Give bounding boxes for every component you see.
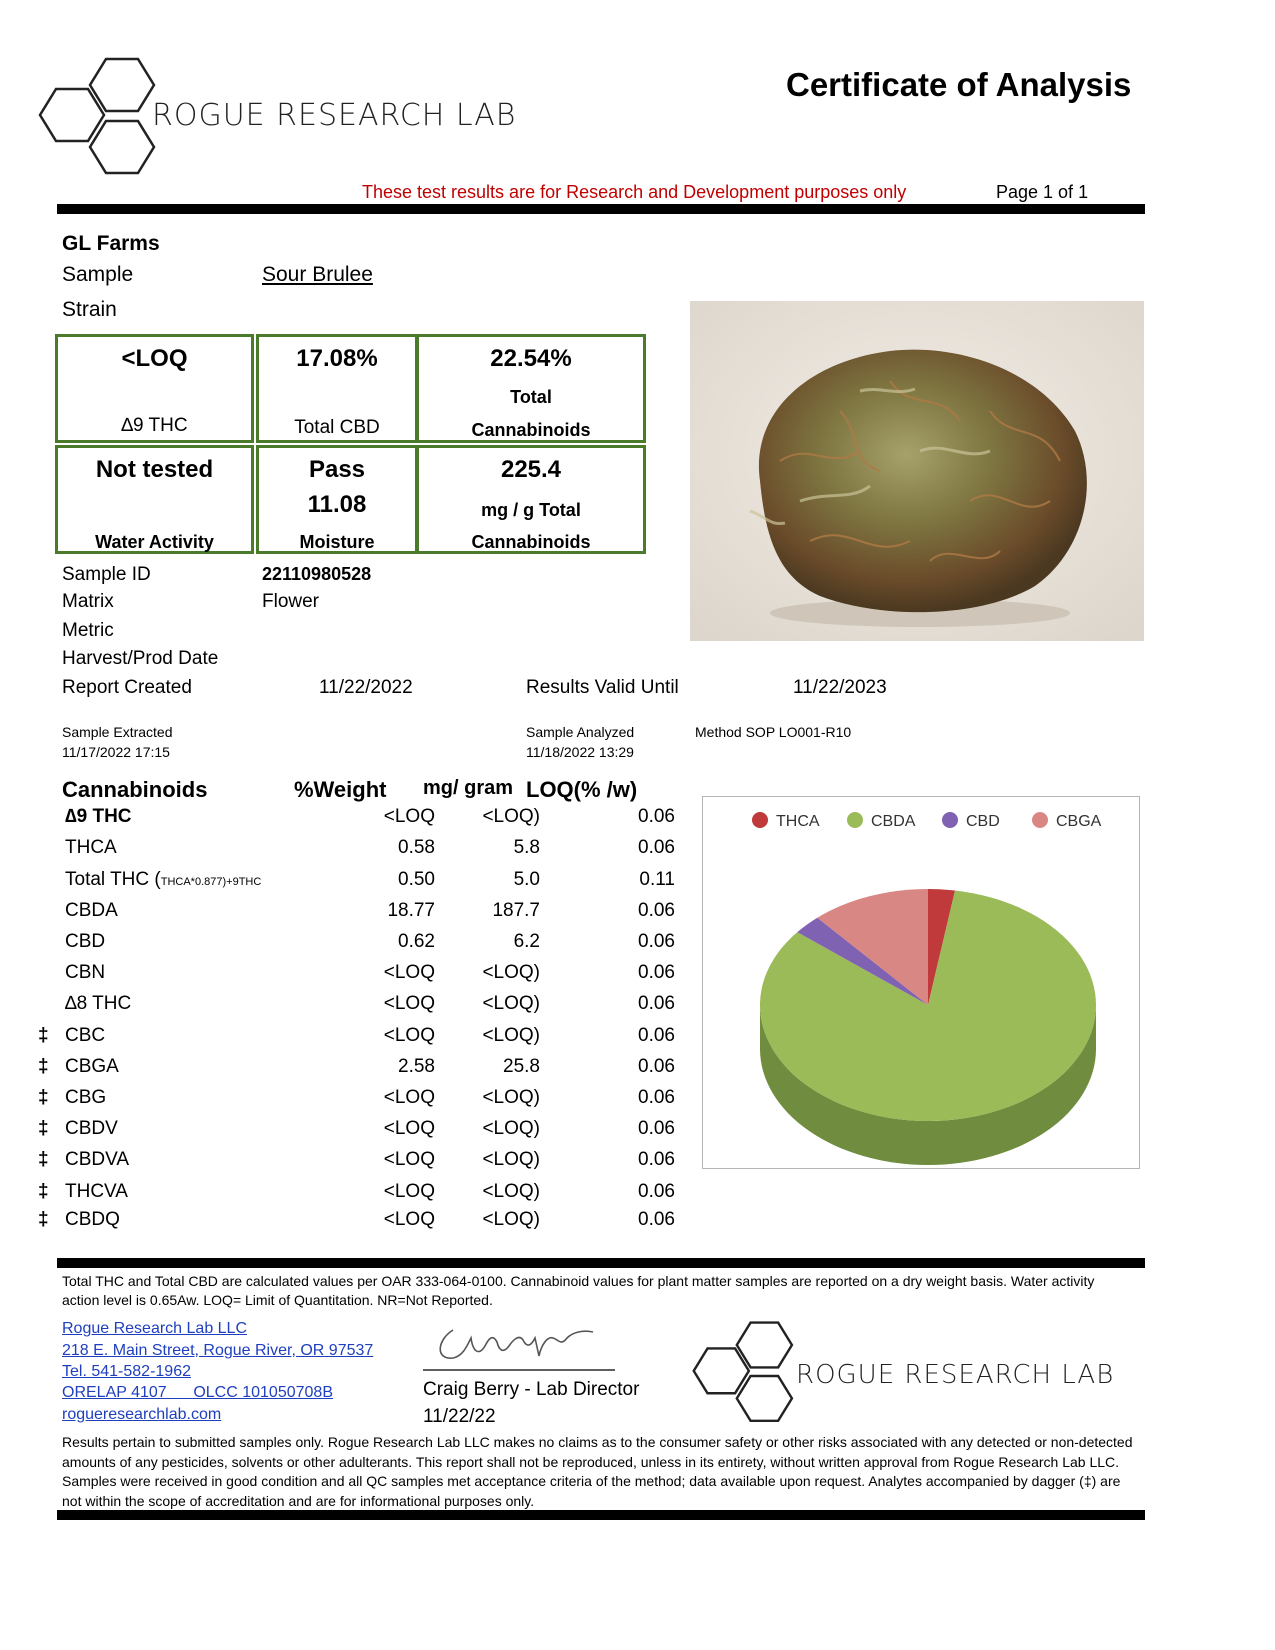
- mg-value: <LOQ): [482, 1209, 540, 1230]
- analyte-name: CBG: [65, 1087, 107, 1108]
- table-row: [0, 993, 700, 1023]
- water-activity-box: [55, 445, 254, 554]
- analyte-name: ∆9 THC: [65, 806, 132, 827]
- mg-value: 6.2: [513, 931, 540, 952]
- report-created-label: Report Created: [62, 677, 192, 698]
- moisture-value: 11.08: [307, 491, 367, 518]
- document-title: Certificate of Analysis: [786, 66, 1132, 103]
- phone-link[interactable]: Tel. 541-582-1962: [62, 1363, 191, 1380]
- matrix-label: Matrix: [62, 591, 114, 612]
- dagger-mark: ‡: [38, 1118, 49, 1139]
- weight-value: 18.77: [387, 900, 435, 921]
- mg-value: 5.8: [513, 837, 540, 858]
- table-row: [0, 1181, 700, 1211]
- results-table: [0, 806, 700, 1236]
- mg-total-label-1: mg / g Total: [481, 500, 581, 520]
- total-cannabinoids-label-1: Total: [510, 387, 552, 407]
- analyte-name: ∆8 THC: [65, 993, 132, 1014]
- table-row: [0, 931, 700, 961]
- dagger-mark: ‡: [38, 1209, 49, 1230]
- client-name: GL Farms: [62, 232, 160, 255]
- calculation-note: Total THC and Total CBD are calculated values per OAR 333-064-0100. Cannabinoid values for plant matter samples are reported on a dry weight basis. Water activity action level is 0.65Aw. LOQ= Limit of Quantitation. NR=Not Reported.: [62, 1273, 1095, 1308]
- loq-value: 0.06: [638, 993, 675, 1014]
- weight-value: 0.58: [398, 837, 435, 858]
- weight-value: 0.62: [398, 931, 435, 952]
- dagger-mark: ‡: [38, 1025, 49, 1046]
- analyte-name: CBDVA: [65, 1149, 130, 1170]
- method-label: Method SOP LO001-R10: [695, 724, 852, 740]
- harvest-label: Harvest/Prod Date: [62, 648, 219, 669]
- legend-label: THCA: [776, 813, 820, 830]
- loq-value: 0.06: [638, 1056, 675, 1077]
- header-divider: [57, 204, 1145, 214]
- dagger-mark: ‡: [38, 1087, 49, 1108]
- lab-logo-icon: [38, 55, 168, 180]
- water-activity-label: Water Activity: [95, 532, 214, 552]
- sample-id-value: 22110980528: [262, 564, 372, 584]
- analyte-name: CBDV: [65, 1118, 118, 1139]
- analyzed-date: 11/18/2022 13:29: [526, 744, 634, 760]
- sample-photo: [690, 301, 1144, 641]
- total-cannabinoids-value: 22.54%: [490, 345, 572, 372]
- moisture-box: [256, 445, 418, 554]
- rd-disclaimer: These test results are for Research and Development purposes only: [362, 182, 907, 202]
- loq-value: 0.06: [638, 1025, 675, 1046]
- table-row: [0, 1209, 700, 1239]
- loq-value: 0.06: [638, 900, 675, 921]
- total-cannabinoids-box: [416, 334, 646, 443]
- report-created-date: 11/22/2022: [319, 677, 413, 698]
- analyte-name: Total THC (THCA*0.877)+9THC: [65, 869, 262, 890]
- sample-label: Sample: [62, 263, 134, 286]
- legend-label: CBGA: [1056, 813, 1102, 830]
- total-cbd-box: [256, 334, 418, 443]
- mg-value: 5.0: [513, 869, 540, 890]
- results-valid-label: Results Valid Until: [526, 677, 679, 698]
- mg-value: <LOQ): [482, 806, 540, 827]
- footer-logo-icon: [692, 1318, 804, 1428]
- table-row: [0, 962, 700, 992]
- d9thc-value: <LOQ: [121, 345, 188, 372]
- legal-disclaimer: Results pertain to submitted samples only. Rogue Research Lab LLC makes no claims as to the consumer safety or other risks associated with any detected or non-detected amounts of any pesticides, solvents or other adulterants. This report shall not be reproduced, unless in its entirety, without written approval from Rogue Research Lab LLC. Samples were received in good condition and all QC samples met acceptance criteria of the method; data available upon request. Analytes accompanied by dagger (‡) are not within the scope of accreditation and are for informational purposes only.: [62, 1434, 1133, 1509]
- table-header-weight: %Weight: [294, 777, 387, 802]
- mg-value: <LOQ): [482, 1025, 540, 1046]
- extracted-label: Sample Extracted: [62, 724, 173, 740]
- weight-value: <LOQ: [383, 1118, 435, 1139]
- weight-value: <LOQ: [383, 806, 435, 827]
- weight-value: 0.50: [398, 869, 435, 890]
- moisture-label: Moisture: [299, 532, 375, 552]
- weight-value: <LOQ: [383, 1087, 435, 1108]
- mg-value: <LOQ): [482, 1087, 540, 1108]
- footer-logo-text: ROGUE RESEARCH LAB: [796, 1360, 1115, 1390]
- loq-value: 0.06: [638, 1181, 675, 1202]
- dagger-mark: ‡: [38, 1149, 49, 1170]
- moisture-result: Pass: [308, 456, 366, 483]
- pie-chart: [702, 796, 1140, 1169]
- mg-total-box: [416, 445, 646, 554]
- sample-name: Sour Brulee: [262, 263, 373, 286]
- mg-total-value: 225.4: [500, 456, 562, 483]
- loq-value: 0.06: [638, 837, 675, 858]
- mg-value: <LOQ): [482, 1149, 540, 1170]
- weight-value: <LOQ: [383, 993, 435, 1014]
- total-cbd-label: Total CBD: [294, 417, 380, 438]
- loq-value: 0.06: [638, 1149, 675, 1170]
- dagger-mark: ‡: [38, 1056, 49, 1077]
- mg-value: <LOQ): [482, 993, 540, 1014]
- address-link[interactable]: 218 E. Main Street, Rogue River, OR 97537: [62, 1342, 374, 1359]
- footer-divider-bottom: [57, 1510, 1145, 1520]
- analyte-name: THCA: [65, 837, 117, 858]
- mg-value: <LOQ): [482, 1181, 540, 1202]
- table-row: [0, 1056, 700, 1086]
- table-row: [0, 837, 700, 867]
- total-cbd-value: 17.08%: [296, 345, 378, 372]
- weight-value: <LOQ: [383, 1025, 435, 1046]
- mg-value: 187.7: [492, 900, 540, 921]
- d9thc-box: [55, 334, 254, 443]
- table-header-loq: LOQ(% /w): [526, 777, 638, 802]
- results-valid-date: 11/22/2023: [793, 677, 887, 698]
- lab-logo-text: ROGUE RESEARCH LAB: [152, 98, 517, 133]
- sample-id-label: Sample ID: [62, 564, 151, 585]
- loq-value: 0.11: [639, 869, 675, 890]
- weight-value: 2.58: [398, 1056, 435, 1077]
- table-row: [0, 1087, 700, 1117]
- mg-value: <LOQ): [482, 1118, 540, 1139]
- weight-value: <LOQ: [383, 962, 435, 983]
- page-number: Page 1 of 1: [996, 182, 1089, 202]
- analyte-name: THCVA: [65, 1181, 128, 1202]
- signature: [423, 1316, 618, 1376]
- table-row: [0, 1025, 700, 1055]
- extracted-date: 11/17/2022 17:15: [62, 744, 170, 760]
- loq-value: 0.06: [638, 1209, 675, 1230]
- analyte-name: CBN: [65, 962, 106, 983]
- table-header-cannabinoids: Cannabinoids: [62, 777, 208, 802]
- metric-label: Metric: [62, 620, 114, 641]
- footer-divider-top: [57, 1258, 1145, 1268]
- dagger-mark: ‡: [38, 1181, 49, 1202]
- analyte-name: CBC: [65, 1025, 106, 1046]
- mg-value: 25.8: [503, 1056, 540, 1077]
- table-row: [0, 1149, 700, 1179]
- licenses-link[interactable]: ORELAP 4107 OLCC 101050708B: [62, 1384, 333, 1401]
- table-row: [0, 900, 700, 930]
- analyte-name: CBDQ: [65, 1209, 120, 1230]
- weight-value: <LOQ: [383, 1181, 435, 1202]
- analyzed-label: Sample Analyzed: [526, 724, 635, 740]
- weight-value: <LOQ: [383, 1149, 435, 1170]
- legend-label: CBD: [966, 813, 1000, 830]
- legend-label: CBDA: [871, 813, 916, 830]
- loq-value: 0.06: [638, 1087, 675, 1108]
- sign-date: 11/22/22: [423, 1406, 496, 1427]
- weight-value: <LOQ: [383, 1209, 435, 1230]
- table-row: [0, 869, 700, 899]
- analyte-name: CBD: [65, 931, 106, 952]
- loq-value: 0.06: [638, 806, 675, 827]
- website-link[interactable]: rogueresearchlab.com: [62, 1406, 222, 1423]
- loq-value: 0.06: [638, 1118, 675, 1139]
- total-cannabinoids-label-2: Cannabinoids: [471, 420, 591, 440]
- company-link[interactable]: Rogue Research Lab LLC: [62, 1320, 248, 1337]
- table-header-mg: mg/ gram: [423, 777, 514, 799]
- loq-value: 0.06: [638, 931, 675, 952]
- d9thc-label: ∆9 THC: [121, 415, 188, 436]
- mg-total-label-2: Cannabinoids: [471, 532, 591, 552]
- analyte-name: CBGA: [65, 1056, 119, 1077]
- mg-value: <LOQ): [482, 962, 540, 983]
- signer-name: Craig Berry - Lab Director: [423, 1379, 640, 1400]
- table-row: [0, 1118, 700, 1148]
- analyte-formula: THCA*0.877)+9THC: [160, 876, 262, 888]
- loq-value: 0.06: [638, 962, 675, 983]
- table-row: [0, 806, 700, 836]
- water-activity-value: Not tested: [95, 456, 214, 483]
- analyte-name: CBDA: [65, 900, 118, 921]
- strain-label: Strain: [62, 298, 117, 321]
- matrix-value: Flower: [262, 591, 320, 612]
